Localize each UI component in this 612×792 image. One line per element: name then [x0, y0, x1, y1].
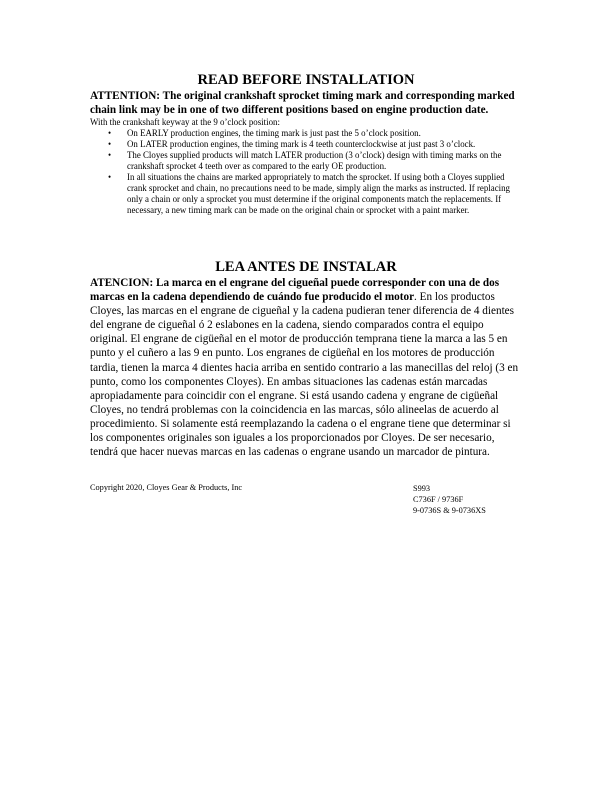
list-item-text: On EARLY production engines, the timing mark is just past the 5 o’clock position.	[127, 128, 421, 138]
list-item-text: In all situations the chains are marked appropriately to match the sprocket. If using both a Cloyes supplied crank sprocket and chain, no precautions need to be made, simply align the marks as instructed. If replacing only a chain or only a sprocket you must determine if the original components match the replacements. If necessary, a new timing mark can be made on the original chain or sprocket with a paint marker.	[127, 172, 510, 215]
part-code: C736F / 9736F	[413, 495, 464, 504]
spanish-body: . En los productos Cloyes, las marcas en el engrane de cigueñal y la cadena pudieran tener diferencia de 4 dientes del engrane de cigueñal ó 2 eslabones en la cadena, siendo comparados contra el equipo original. El engrane de cigüeñal en el motor de producción temprana tiene la marca a las 5 en punto y el cuñero a las 9 en punto. Los engranes de cigüeñal en los motores de producción tardia, tienen la marca 4 dientes hacia arriba en sentido contrario a las manecillas del reloj (3 en punto, como los componentes Cloyes). En ambas situaciones las cadenas están marcadas apropiadamente para coincidir con el engrane. Si está usando cadena y engrane de cigüeñal Cloyes, no tendrá problemas con la coincidencia en las marcas, sólo alineelas de acuerdo al procedimiento. Si solamente está reemplazando la cadena o el engrane tiene que determinar si los componentes originales son iguales a los proporcionados por Cloyes. De ser necesario, tendrá que hacer nuevas marcas en las cadenas o engrane usando un marcador de pintura.	[90, 291, 519, 459]
part-code: S993	[413, 484, 431, 493]
part-codes	[413, 483, 486, 516]
english-title: READ BEFORE INSTALLATION	[197, 72, 415, 88]
list-item-text: The Cloyes supplied products will match LATER production (3 o’clock) design with timing marks on the crankshaft sprocket 4 teeth over as compared to the early OE production.	[127, 150, 502, 171]
bullet-icon: •	[108, 128, 112, 138]
list-item	[108, 172, 522, 216]
bullet-icon: •	[108, 139, 112, 149]
spanish-attention: ATENCION: La marca en el engrane del cigueñal puede corresponder con una de dos marcas en la cadena dependiendo de cuándo fue producido el motor	[90, 277, 500, 304]
spanish-paragraph	[90, 276, 522, 459]
spanish-title: LEA ANTES DE INSTALAR	[215, 259, 397, 275]
english-bullet-list	[90, 128, 522, 216]
spanish-section	[90, 259, 522, 459]
bullet-icon: •	[108, 150, 112, 160]
bullet-icon: •	[108, 172, 112, 182]
list-item-text: On LATER production engines, the timing mark is 4 teeth counterclockwise at just past 3 o’clock.	[127, 139, 476, 149]
list-item	[108, 128, 522, 139]
english-intro: With the crankshaft keyway at the 9 o’clock position:	[90, 117, 280, 127]
list-item	[108, 150, 522, 172]
part-code: 9-0736S & 9-0736XS	[413, 506, 486, 515]
copyright: Copyright 2020, Cloyes Gear & Products, Inc	[90, 483, 243, 492]
list-item	[108, 139, 522, 150]
english-attention: ATTENTION: The original crankshaft sprocket timing mark and corresponding marked chain link may be in one of two different positions based on engine production date.	[90, 90, 515, 116]
english-section	[90, 72, 522, 216]
